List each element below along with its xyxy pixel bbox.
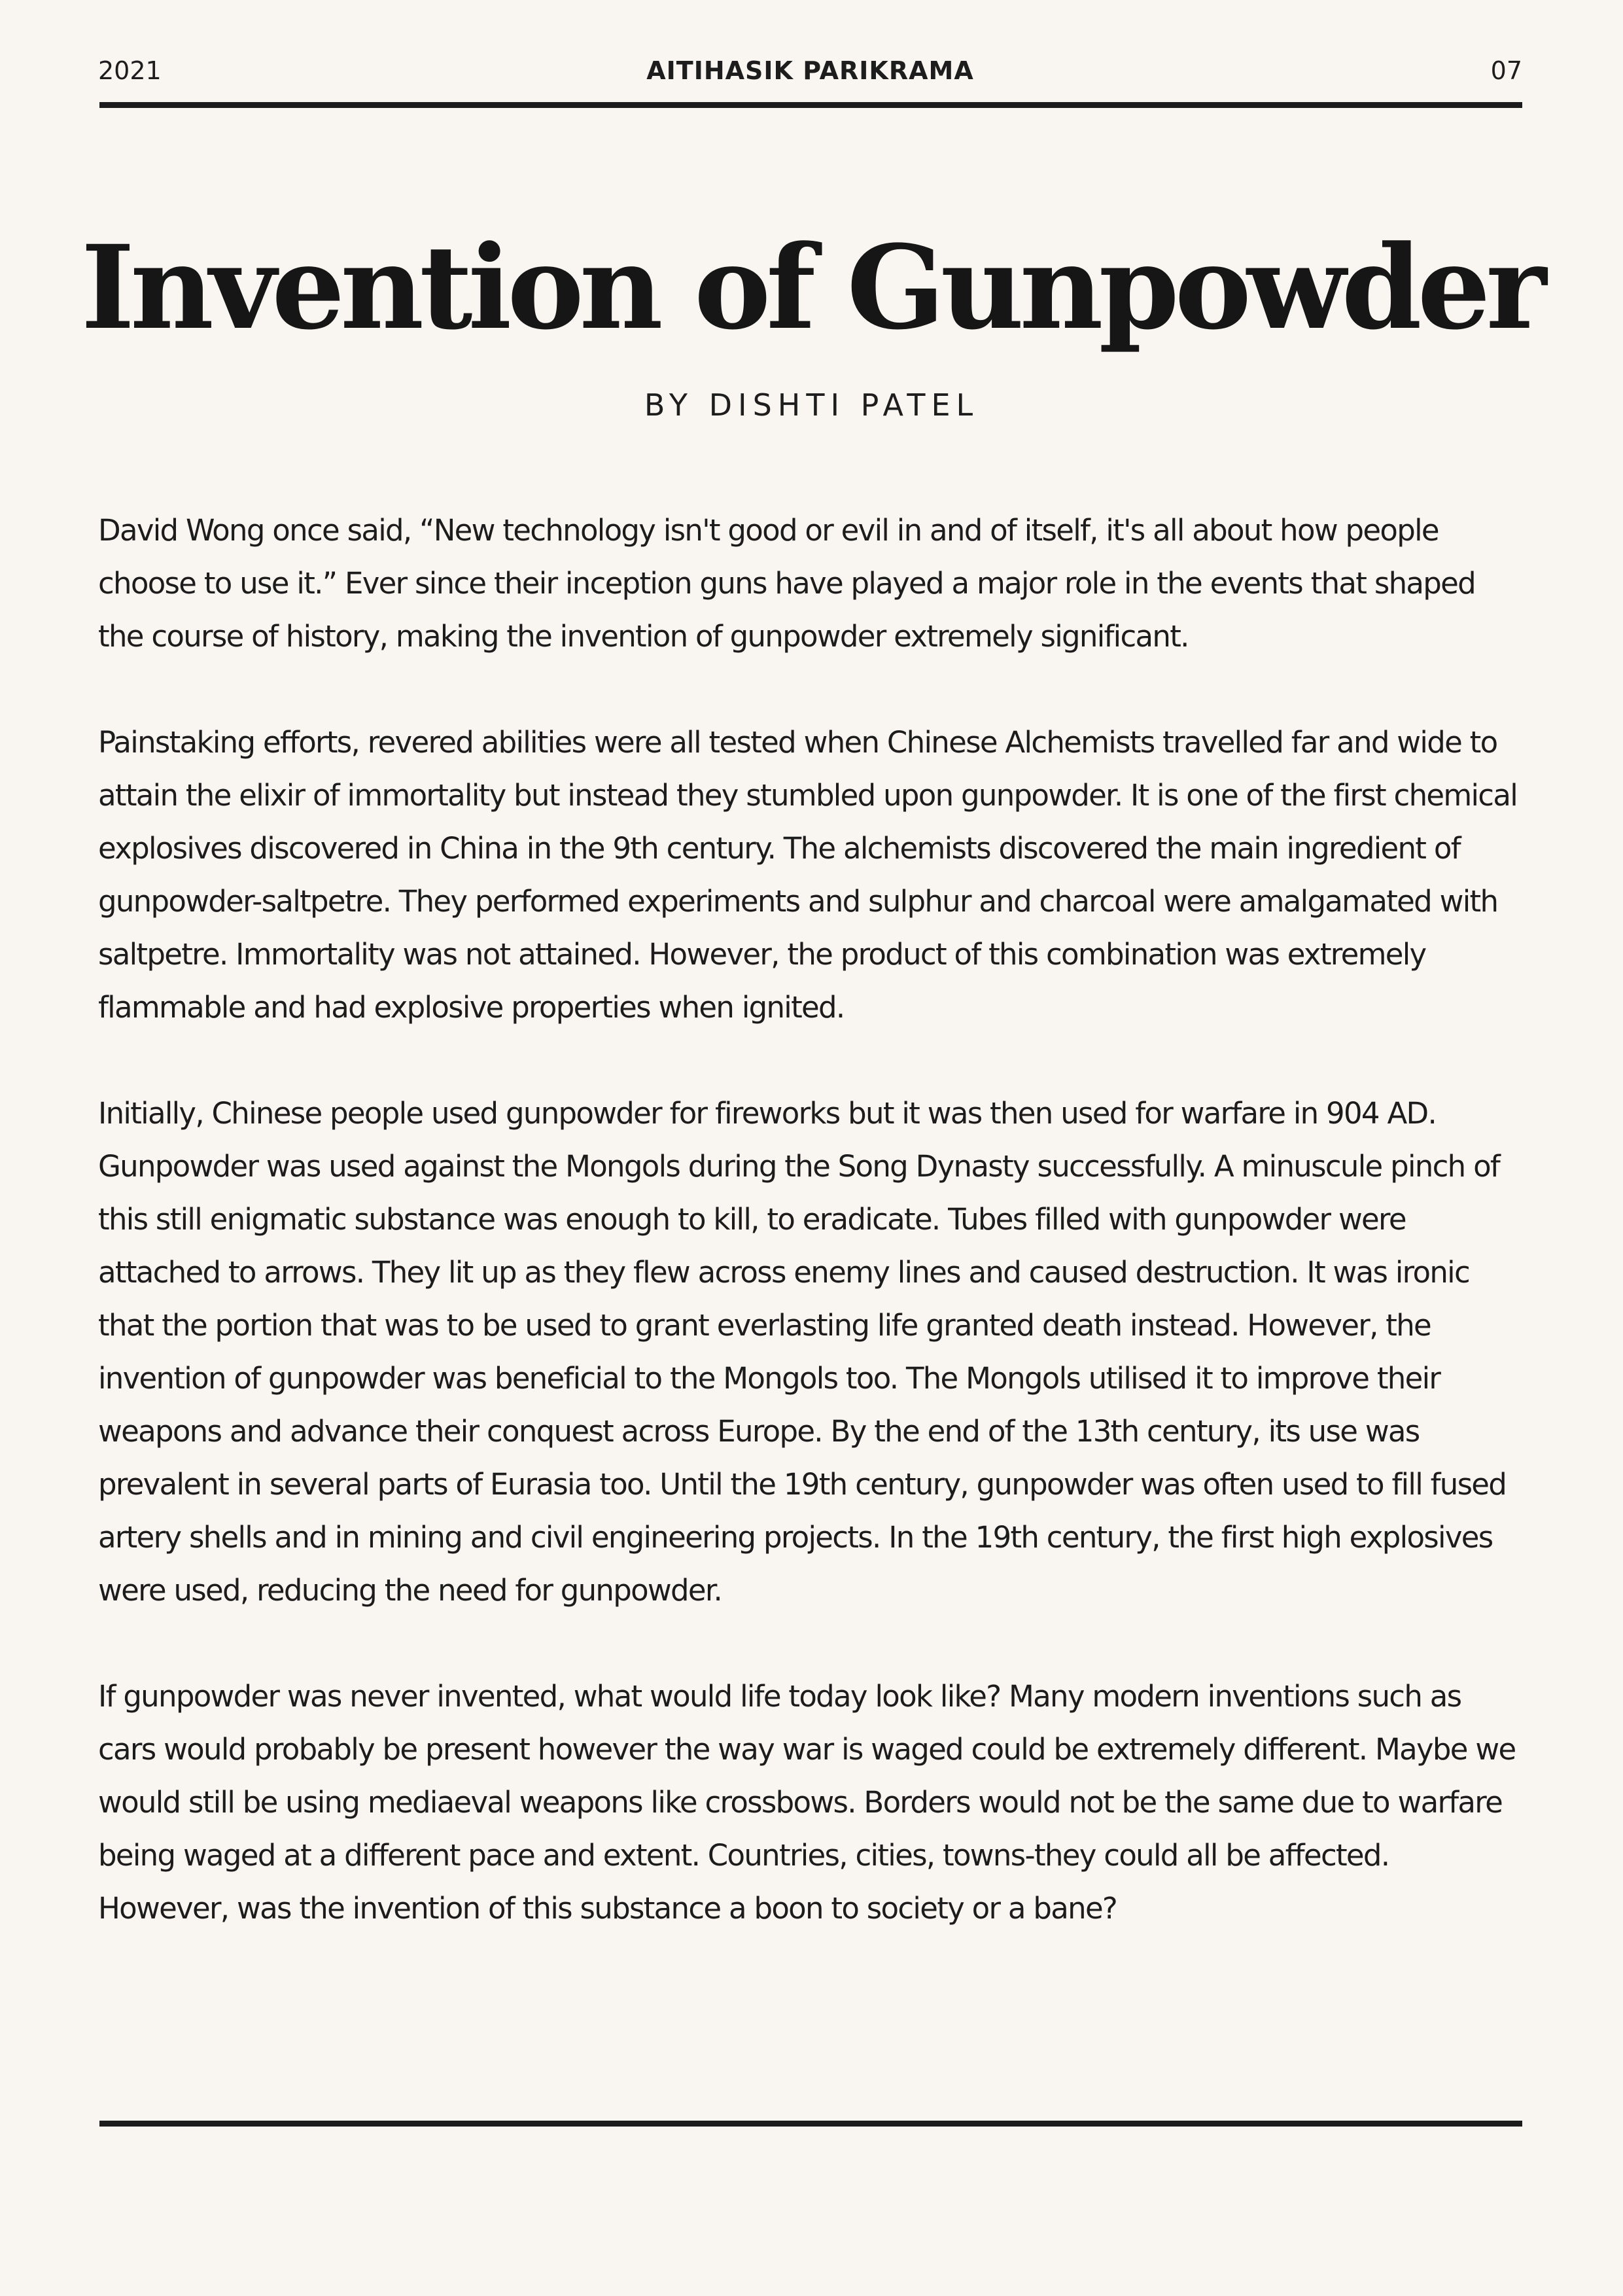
issue-year: 2021	[98, 56, 162, 85]
article-paragraph-3: Initially, Chinese people used gunpowder for fireworks but it was then used for warfare in 904 AD. Gunpowder was used against the Mongols during the Song Dynasty successfully. A minuscule pinch of this still enigmatic substance was enough to kill, to eradicate. Tubes filled with gunpowder were attached to arrows. They lit up as they flew across enemy lines and caused destruction. It was ironic that the portion that was to be used to grant everlasting life granted death instead. However, the invention of gunpowder was beneficial to the Mongols too. The Mongols utilised it to improve their weapons and advance their conquest across Europe. By the end of the 13th century, its use was prevalent in several parts of Eurasia too. Until the 19th century, gunpowder was often used to fill fused artery shells and in mining and civil engineering projects. In the 19th century, the first high explosives were used, reducing the need for gunpowder.	[98, 1096, 1507, 1608]
page-number: 07	[1490, 56, 1522, 85]
article-body	[98, 504, 1524, 1988]
page-header	[98, 51, 1522, 90]
article-paragraph-1: David Wong once said, “New technology isn't good or evil in and of itself, it's all about how people choose to use it.” Ever since their inception guns have played a major role in the events that shaped the course of history, making the invention of gunpowder extremely significant.	[98, 513, 1475, 654]
footer-divider	[99, 2121, 1522, 2127]
article-title: Invention of Gunpowder	[80, 220, 1543, 355]
article-paragraph-2: Painstaking efforts, revered abilities were all tested when Chinese Alchemists travelled far and wide to attain the elixir of immortality but instead they stumbled upon gunpowder. It is one of the first chemical explosives discovered in China in the 9th century. The alchemists discovered the main ingredient of gunpowder-saltpetre. They performed experiments and sulphur and charcoal were amalgamated with saltpetre. Immortality was not attained. However, the product of this combination was extremely flammable and had explosive properties when ignited.	[98, 725, 1518, 1025]
article-paragraph-4: If gunpowder was never invented, what would life today look like? Many modern inventions such as cars would probably be present however the way war is waged could be extremely different. Maybe we would still be using mediaeval weapons like crossbows. Borders would not be the same due to warfare being waged at a different pace and extent. Countries, cities, towns-they could all be affected. However, was the invention of this substance a boon to society or a bane?	[98, 1679, 1516, 1926]
article-byline: BY DISHTI PATEL	[644, 387, 979, 423]
magazine-name: AITIHASIK PARIKRAMA	[646, 56, 974, 85]
header-divider	[99, 102, 1522, 108]
